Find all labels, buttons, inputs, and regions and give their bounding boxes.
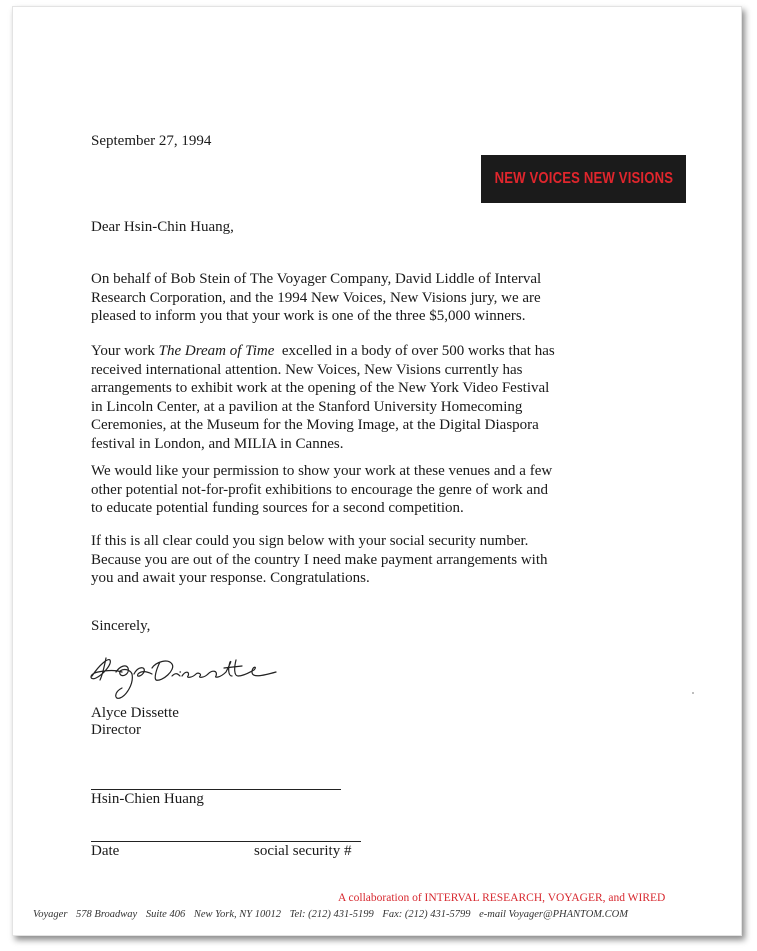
paragraph-line: festival in London, and MILIA in Cannes. [91,435,344,452]
paragraph-line: pleased to inform you that your work is one of the three $5,000 winners. [91,308,526,324]
address-part: Tel: (212) 431-5199 [289,909,374,920]
paragraph-permission [91,462,651,518]
paragraph-line [91,342,651,361]
paragraph-line: If this is all clear could you sign below with your social security number. [91,533,529,549]
recipient-name: Hsin-Chien Huang [91,791,204,807]
paragraph-line: to educate potential funding sources for a second competition. [91,500,464,516]
footer-address [33,909,634,920]
new-voices-logo [481,155,686,203]
salutation: Dear Hsin-Chin Huang, [91,219,234,235]
signature-icon [86,650,296,706]
paragraph-award [91,270,651,326]
recipient-signature-line [91,789,341,790]
work-intro-rest: excelled in a body of over 500 works that has [274,343,555,359]
closing: Sincerely, [91,618,151,634]
address-part: Voyager [33,909,68,920]
address-part: e-mail Voyager@PHANTOM.COM [479,909,628,920]
logo-text: NEW VOICES NEW VISIONS [494,170,673,187]
address-part: Fax: (212) 431-5799 [382,909,471,920]
work-title: The Dream of Time [158,343,275,359]
ssn-label: social security # [254,843,352,859]
work-intro: Your work [91,343,159,359]
paragraph-line: received international attention. New Voices, New Visions currently has [91,361,523,378]
address-part: New York, NY 10012 [193,909,281,920]
paragraph-line: Ceremonies, at the Museum for the Moving Image, at the Digital Diaspora [91,417,539,433]
paragraph-line: other potential not-for-profit exhibitions to encourage the genre of work and [91,481,549,498]
paragraph-line: in Lincoln Center, at a pavilion at the Stanford University Homecoming [91,398,523,415]
paragraph-line: We would like your permission to show your work at these venues and a few [91,463,553,479]
letter-date: September 27, 1994 [91,133,212,149]
paragraph-signature-request [91,532,651,588]
paragraph-line: Research Corporation, and the 1994 New Voices, New Visions jury, we are [91,289,541,306]
paragraph-line: arrangements to exhibit work at the opening of the New York Video Festival [91,380,550,396]
signer-name: Alyce Dissette [91,705,179,721]
paragraph-line: you and await your response. Congratulations. [91,570,370,586]
paragraph-line: On behalf of Bob Stein of The Voyager Company, David Liddle of Interval [91,271,542,287]
signer-title: Director [91,722,141,738]
collaboration-line: A collaboration of INTERVAL RESEARCH, VOYAGER, and WIRED [338,892,666,904]
paragraph-exhibitions [91,342,651,453]
paper-speck [692,692,694,694]
address-part: Suite 406 [145,909,186,920]
address-part: 578 Broadway [76,909,138,920]
date-ssn-line [91,841,361,842]
paragraph-line: Because you are out of the country I need make payment arrangements with [91,551,548,568]
date-label: Date [91,843,120,859]
